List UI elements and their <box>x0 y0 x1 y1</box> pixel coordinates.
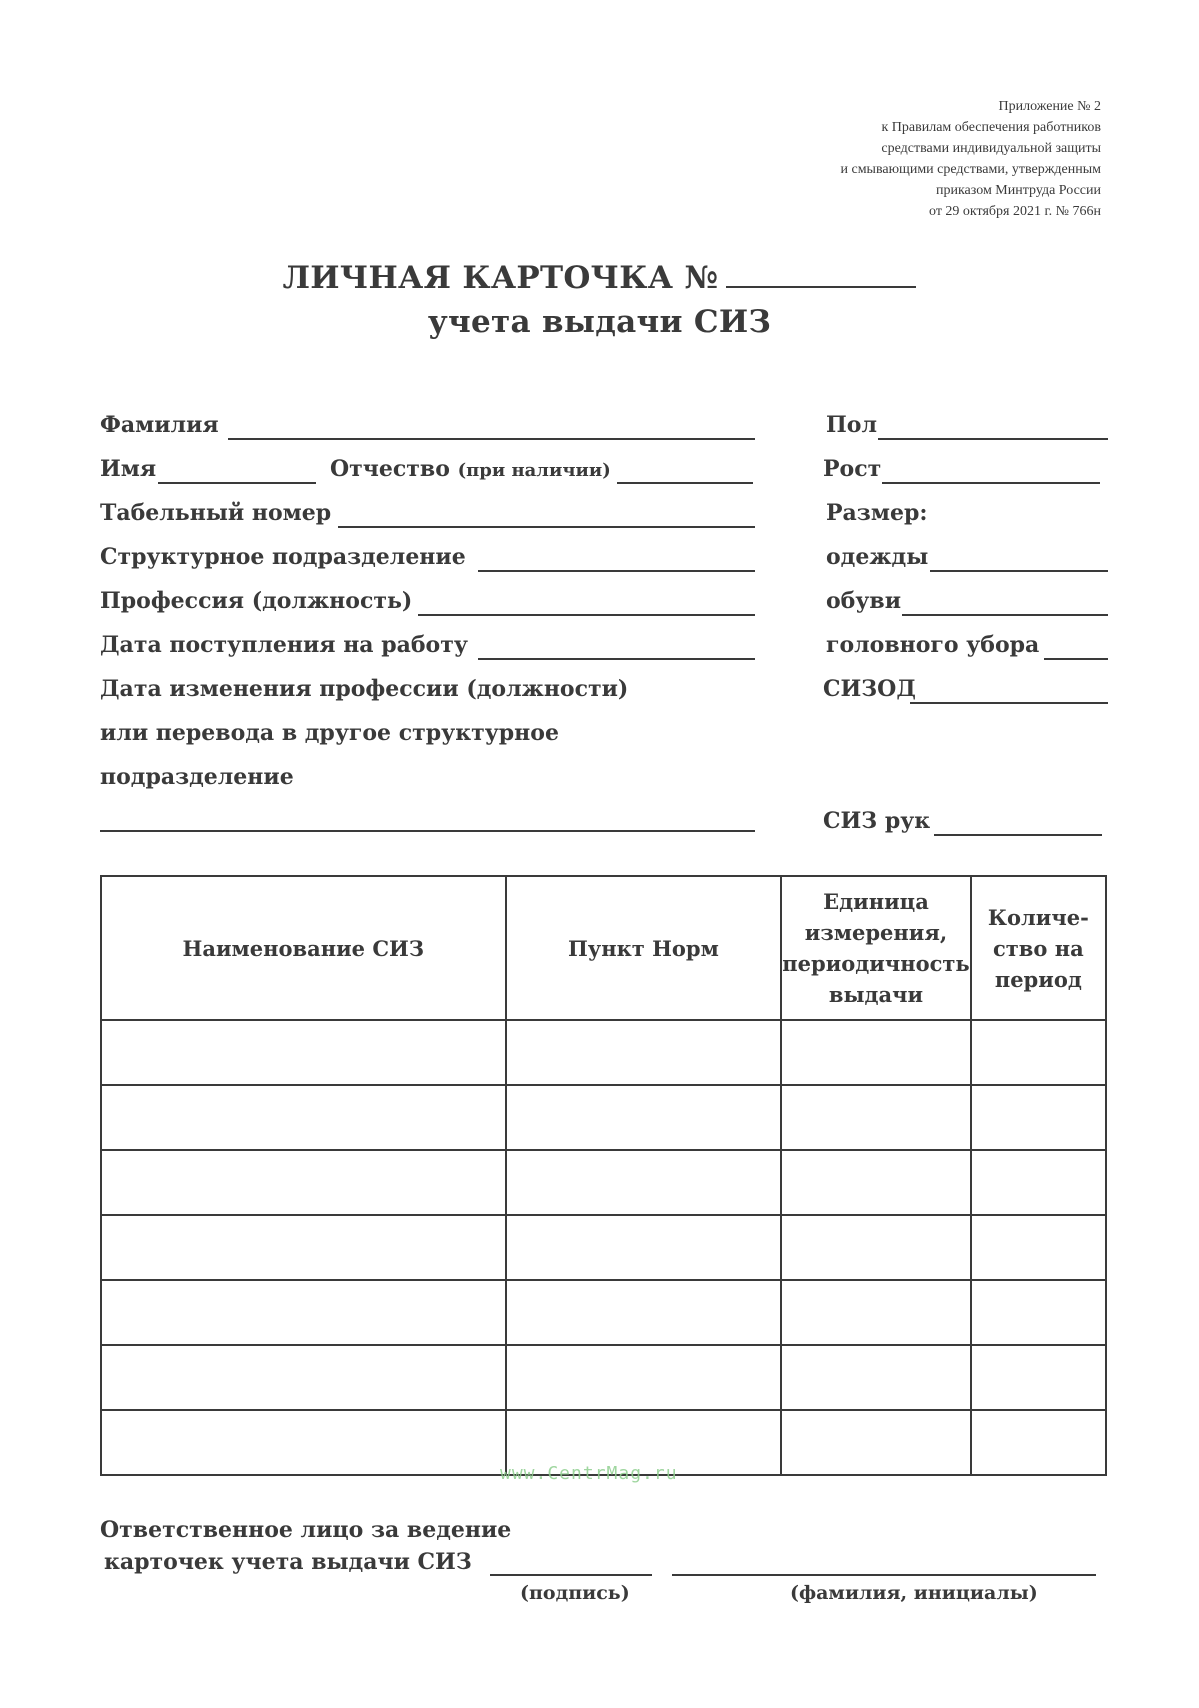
table-cell[interactable] <box>781 1410 970 1475</box>
table-cell[interactable] <box>506 1020 782 1085</box>
title-line-2: учета выдачи СИЗ <box>427 304 772 340</box>
tab-number-field[interactable] <box>338 526 755 528</box>
label-hands: СИЗ рук <box>823 808 931 834</box>
label-respirator: СИЗОД <box>823 676 916 702</box>
label-change-line-3: подразделение <box>100 764 294 790</box>
label-change-line-2: или перевода в другое структурное <box>100 720 559 746</box>
table-cell[interactable] <box>781 1150 970 1215</box>
label-profession: Профессия (должность) <box>100 588 413 614</box>
header-siz-name: Наименование СИЗ <box>101 876 506 1020</box>
table-cell[interactable] <box>781 1020 970 1085</box>
table-cell[interactable] <box>781 1215 970 1280</box>
height-field[interactable] <box>882 482 1100 484</box>
table-cell[interactable] <box>101 1280 506 1345</box>
table-cell[interactable] <box>971 1345 1106 1410</box>
siz-table <box>100 875 1107 1476</box>
profession-field[interactable] <box>418 614 755 616</box>
hire-date-field[interactable] <box>478 658 755 660</box>
patronymic-field[interactable] <box>617 482 753 484</box>
card-number-field[interactable] <box>726 256 916 288</box>
table-row <box>101 1345 1106 1410</box>
table-cell[interactable] <box>506 1085 782 1150</box>
label-patronymic-group <box>330 454 611 486</box>
appendix-line: от 29 октября 2021 г. № 766н <box>929 204 1101 219</box>
label-surname: Фамилия <box>100 412 219 438</box>
table-cell[interactable] <box>506 1150 782 1215</box>
label-tab-number: Табельный номер <box>100 500 332 526</box>
table-cell[interactable] <box>971 1020 1106 1085</box>
label-patronymic: Отчество <box>330 456 450 482</box>
table-cell[interactable] <box>971 1215 1106 1280</box>
headwear-size-field[interactable] <box>1044 658 1108 660</box>
title-line-1: ЛИЧНАЯ КАРТОЧКА № <box>282 260 719 296</box>
table-cell[interactable] <box>101 1410 506 1475</box>
clothes-size-field[interactable] <box>930 570 1108 572</box>
label-shoes: обуви <box>826 588 902 614</box>
appendix-line: и смывающими средствами, утвержденным <box>840 162 1101 177</box>
appendix-line: к Правилам обеспечения работников <box>881 120 1101 135</box>
watermark: www.CentrMag.ru <box>500 1463 678 1484</box>
table-cell[interactable] <box>971 1150 1106 1215</box>
table-cell[interactable] <box>781 1345 970 1410</box>
header-norm-item: Пункт Норм <box>506 876 782 1020</box>
label-department: Структурное подразделение <box>100 544 466 570</box>
signature-field[interactable] <box>490 1574 652 1576</box>
full-name-field[interactable] <box>672 1574 1096 1576</box>
table-row <box>101 1215 1106 1280</box>
header-unit-period: Единица измерения, периодичность выдачи <box>781 876 970 1020</box>
table-cell[interactable] <box>781 1085 970 1150</box>
table-cell[interactable] <box>101 1150 506 1215</box>
table-row <box>101 1085 1106 1150</box>
gender-field[interactable] <box>878 438 1108 440</box>
surname-field[interactable] <box>228 438 755 440</box>
change-date-field[interactable] <box>100 830 755 832</box>
table-cell[interactable] <box>101 1215 506 1280</box>
responsible-line-2: карточек учета выдачи СИЗ <box>104 1549 472 1575</box>
label-height: Рост <box>823 456 882 482</box>
full-name-caption: (фамилия, инициалы) <box>790 1582 1038 1604</box>
responsible-line-1: Ответственное лицо за ведение <box>100 1517 512 1543</box>
table-cell[interactable] <box>971 1085 1106 1150</box>
appendix-note <box>840 96 1101 222</box>
document-title <box>0 256 1199 344</box>
hands-field[interactable] <box>934 834 1102 836</box>
label-name: Имя <box>100 456 157 482</box>
responsible-person-label <box>100 1514 511 1578</box>
table-cell[interactable] <box>101 1020 506 1085</box>
table-cell[interactable] <box>971 1280 1106 1345</box>
table-cell[interactable] <box>506 1280 782 1345</box>
label-size: Размер: <box>826 500 928 526</box>
label-change-line-1: Дата изменения профессии (должности) <box>100 676 629 702</box>
signature-caption: (подпись) <box>520 1582 630 1604</box>
header-quantity: Количе-ство на период <box>971 876 1106 1020</box>
label-gender: Пол <box>826 412 877 438</box>
label-hire-date: Дата поступления на работу <box>100 632 468 658</box>
department-field[interactable] <box>478 570 755 572</box>
shoes-size-field[interactable] <box>902 614 1108 616</box>
name-field[interactable] <box>158 482 316 484</box>
table-cell[interactable] <box>506 1345 782 1410</box>
table-cell[interactable] <box>101 1345 506 1410</box>
table-cell[interactable] <box>781 1280 970 1345</box>
table-cell[interactable] <box>971 1410 1106 1475</box>
label-headwear: головного убора <box>826 632 1040 658</box>
appendix-line: приказом Минтруда России <box>935 183 1101 198</box>
label-patronymic-note: (при наличии) <box>457 460 611 481</box>
label-clothes: одежды <box>826 544 929 570</box>
appendix-line: средствами индивидуальной защиты <box>881 141 1101 156</box>
appendix-line: Приложение № 2 <box>998 99 1101 114</box>
table-cell[interactable] <box>506 1215 782 1280</box>
table-row <box>101 1280 1106 1345</box>
respirator-field[interactable] <box>910 702 1108 704</box>
table-header-row <box>101 876 1106 1020</box>
table-cell[interactable] <box>101 1085 506 1150</box>
table-row <box>101 1150 1106 1215</box>
table-row <box>101 1020 1106 1085</box>
